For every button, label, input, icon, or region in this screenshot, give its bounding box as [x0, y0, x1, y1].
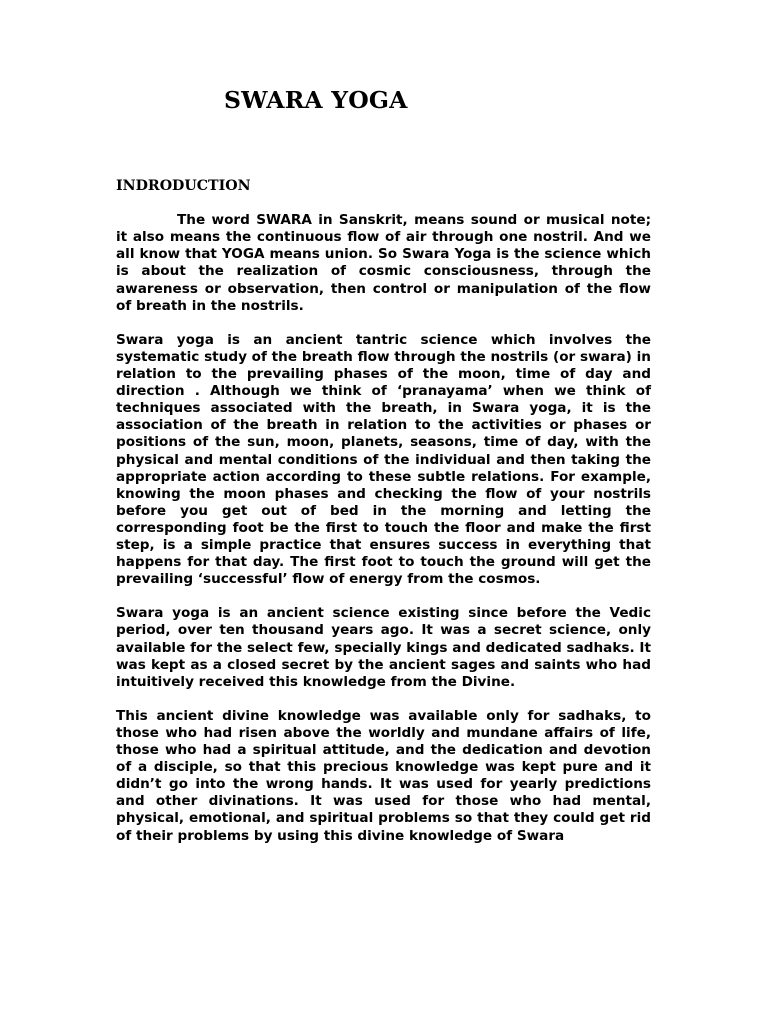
paragraph-1: The word SWARA in Sanskrit, means sound or musical note; it also means the continuous flow of air through one nostril. And we all know that YOGA means union. So Swara Yoga is the science which is about the realization of cosmic consciousness, through the awareness or observation, then control or manipulation of the flow of breath in the nostrils.	[116, 212, 651, 314]
paragraph-3: Swara yoga is an ancient science existing since before the Vedic period, over ten thousand years ago. It was a secret science, only available for the select few, specially kings and dedicated sadhaks. It was kept as a closed secret by the ancient sages and saints who had intuitively received this knowledge from the Divine.	[116, 605, 651, 690]
section-heading: INDRODUCTION	[116, 178, 251, 194]
document-body	[116, 178, 651, 845]
paragraph-2: Swara yoga is an ancient tantric science which involves the systematic study of the breath flow through the nostrils (or swara) in relation to the prevailing phases of the moon, time of day and direction . Although we think of ‘pranayama’ when we think of techniques associated with the breath, in Swara yoga, it is the association of the breath in relation to the activities or phases or positions of the sun, moon, planets, seasons, time of day, with the physical and mental conditions of the individual and then taking the appropriate action according to these subtle relations. For example, knowing the moon phases and checking the flow of your nostrils before you get out of bed in the morning and letting the corresponding foot be the first to touch the floor and make the first step, is a simple practice that ensures success in everything that happens for that day. The first foot to touch the ground will get the prevailing ‘successful’ flow of energy from the cosmos.	[116, 331, 651, 588]
document-title: SWARA YOGA	[224, 86, 408, 114]
paragraph-4: This ancient divine knowledge was available only for sadhaks, to those who had risen above the worldly and mundane affairs of life, those who had a spiritual attitude, and the dedication and devotion of a disciple, so that this precious knowledge was kept pure and it didn’t go into the wrong hands. It was used for yearly predictions and other divinations. It was used for those who had mental, physical, emotional, and spiritual problems so that they could get rid of their problems by using this divine knowledge of Swara	[116, 707, 651, 844]
